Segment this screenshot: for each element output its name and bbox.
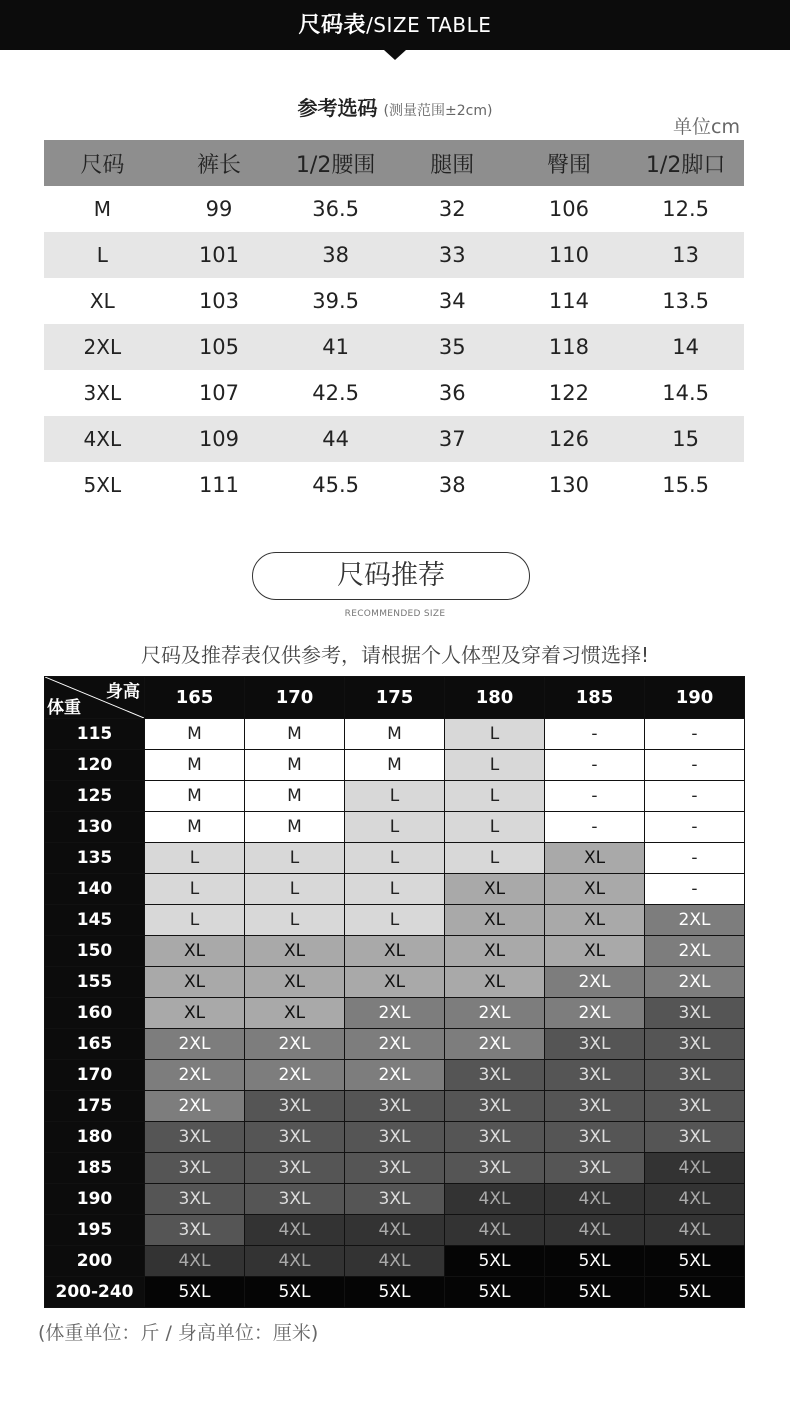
recommended-size-cell: -: [645, 843, 745, 874]
recommendation-body: [45, 719, 745, 1308]
recommended-size-cell: 2XL: [445, 998, 545, 1029]
recommended-size-cell: L: [145, 843, 245, 874]
height-header-cell: 170: [245, 677, 345, 719]
recommendation-row: [45, 781, 745, 812]
size-value-cell: 33: [394, 232, 511, 278]
recommended-size-cell: 5XL: [645, 1277, 745, 1308]
recommendation-row: [45, 1215, 745, 1246]
size-table-row: [44, 370, 744, 416]
weight-header-cell: 155: [45, 967, 145, 998]
recommended-size-cell: L: [345, 843, 445, 874]
recommended-size-cell: 2XL: [145, 1029, 245, 1060]
reference-title-text: 参考选码: [297, 96, 378, 120]
recommendation-row: [45, 1029, 745, 1060]
recommended-size-cell: 4XL: [445, 1184, 545, 1215]
recommended-size-cell: M: [145, 812, 245, 843]
size-value-cell: 111: [198, 473, 240, 497]
recommended-size-cell: 4XL: [645, 1184, 745, 1215]
recommended-size-cell: 2XL: [345, 1029, 445, 1060]
recommended-size-cell: XL: [145, 967, 245, 998]
size-column-header: 1/2腰围: [277, 140, 394, 186]
recommended-size-cell: 2XL: [645, 936, 745, 967]
recommended-size-cell: 2XL: [645, 905, 745, 936]
size-value-cell: 106: [548, 197, 589, 221]
recommended-size-cell: 3XL: [345, 1153, 445, 1184]
recommended-size-cell: -: [645, 750, 745, 781]
recommended-size-cell: 5XL: [545, 1277, 645, 1308]
size-value-cell: 37: [394, 416, 511, 462]
recommended-size-cell: XL: [145, 998, 245, 1029]
recommended-size-cell: L: [245, 874, 345, 905]
recommended-size-cell: 3XL: [645, 1122, 745, 1153]
recommended-size-cell: 3XL: [445, 1122, 545, 1153]
weight-header-cell: 145: [45, 905, 145, 936]
banner-title-cn: 尺码表: [298, 13, 367, 38]
recommended-size-cell: 3XL: [445, 1153, 545, 1184]
recommended-size-cell: M: [245, 781, 345, 812]
recommended-size-cell: 3XL: [545, 1029, 645, 1060]
recommended-size-cell: 2XL: [145, 1060, 245, 1091]
size-label-cell: 2XL: [44, 324, 161, 370]
recommended-size-cell: 4XL: [145, 1246, 245, 1277]
recommended-size-cell: 4XL: [245, 1246, 345, 1277]
size-value-cell: 110: [511, 232, 628, 278]
size-value-cell: 122: [548, 381, 589, 405]
recommended-size-cell: XL: [445, 905, 545, 936]
recommended-size-cell: L: [345, 874, 445, 905]
weight-header-cell: 165: [45, 1029, 145, 1060]
recommended-size-cell: 3XL: [245, 1122, 345, 1153]
recommended-size-cell: XL: [545, 874, 645, 905]
recommended-size-cell: L: [145, 905, 245, 936]
recommendation-header: [45, 677, 745, 719]
size-value-cell: 42.5: [312, 381, 360, 405]
recommended-size-cell: 3XL: [545, 1091, 645, 1122]
size-value-cell: 13: [627, 232, 744, 278]
recommended-size-cell: L: [445, 719, 545, 750]
size-table: [44, 140, 744, 508]
weight-header-cell: 130: [45, 812, 145, 843]
recommendation-table: [44, 676, 745, 1308]
recommended-size-cell: M: [245, 812, 345, 843]
height-header-cell: 185: [545, 677, 645, 719]
weight-header-cell: 190: [45, 1184, 145, 1215]
size-value-cell: 107: [198, 381, 240, 405]
recommended-size-cell: M: [345, 719, 445, 750]
recommended-size-cell: XL: [445, 967, 545, 998]
recommended-size-cell: 3XL: [145, 1153, 245, 1184]
recommendation-row: [45, 998, 745, 1029]
recommended-size-cell: 3XL: [645, 1060, 745, 1091]
weight-header-cell: 180: [45, 1122, 145, 1153]
weight-header-cell: 140: [45, 874, 145, 905]
recommended-size-cell: 2XL: [445, 1029, 545, 1060]
recommended-size-cell: -: [645, 781, 745, 812]
recommendation-row: [45, 1060, 745, 1091]
recommended-size-cell: L: [445, 781, 545, 812]
recommended-size-cell: M: [145, 781, 245, 812]
recommended-size-cell: 4XL: [345, 1246, 445, 1277]
corner-cell: [45, 677, 145, 719]
recommended-size-cell: M: [345, 750, 445, 781]
size-table-header: [44, 140, 744, 186]
banner-title-en: /SIZE TABLE: [366, 13, 492, 37]
recommendation-subtitle: RECOMMENDED SIZE: [344, 609, 446, 619]
size-value-cell: 99: [205, 197, 233, 221]
recommended-size-cell: 5XL: [445, 1246, 545, 1277]
recommended-size-cell: 2XL: [545, 967, 645, 998]
size-column-header: 腿围: [394, 140, 511, 186]
recommended-size-cell: M: [245, 719, 345, 750]
recommended-size-cell: 3XL: [145, 1122, 245, 1153]
size-table-row: [44, 324, 744, 370]
recommended-size-cell: -: [645, 874, 745, 905]
recommended-size-cell: 3XL: [545, 1153, 645, 1184]
size-value-cell: 114: [548, 289, 589, 313]
size-value-cell: 15.5: [662, 473, 710, 497]
header-banner: [0, 0, 790, 50]
size-value-cell: 12.5: [662, 197, 710, 221]
size-label-cell: XL: [89, 289, 115, 313]
size-value-cell: 38: [277, 232, 394, 278]
recommended-size-cell: 3XL: [145, 1184, 245, 1215]
size-label-cell: 3XL: [83, 381, 122, 405]
recommended-size-cell: 4XL: [345, 1215, 445, 1246]
recommended-size-cell: 2XL: [245, 1060, 345, 1091]
recommended-size-cell: 3XL: [145, 1215, 245, 1246]
recommended-size-cell: XL: [545, 936, 645, 967]
corner-weight-label: 体重: [47, 698, 81, 718]
size-value-cell: 41: [277, 324, 394, 370]
recommended-size-cell: M: [145, 719, 245, 750]
recommendation-row: [45, 750, 745, 781]
recommended-size-cell: -: [645, 812, 745, 843]
weight-header-cell: 175: [45, 1091, 145, 1122]
recommended-size-cell: 4XL: [445, 1215, 545, 1246]
weight-header-cell: 125: [45, 781, 145, 812]
recommended-size-cell: 2XL: [545, 998, 645, 1029]
recommended-size-cell: M: [145, 750, 245, 781]
recommendation-row: [45, 1246, 745, 1277]
weight-header-cell: 170: [45, 1060, 145, 1091]
recommended-size-cell: 3XL: [545, 1122, 645, 1153]
recommended-size-cell: L: [145, 874, 245, 905]
height-header-cell: 190: [645, 677, 745, 719]
size-value-cell: 35: [394, 324, 511, 370]
recommended-size-cell: 5XL: [245, 1277, 345, 1308]
recommended-size-cell: XL: [245, 967, 345, 998]
recommended-size-cell: XL: [245, 936, 345, 967]
size-value-cell: 109: [161, 416, 278, 462]
reference-note: (测量范围±2cm): [383, 103, 493, 119]
banner-notch-arrow: [384, 50, 406, 60]
size-label-cell: 5XL: [83, 473, 122, 497]
recommended-size-cell: 3XL: [345, 1122, 445, 1153]
size-value-cell: 39.5: [312, 289, 360, 313]
weight-header-cell: 200-240: [45, 1277, 145, 1308]
size-value-cell: 36: [438, 381, 466, 405]
recommended-size-cell: 3XL: [345, 1091, 445, 1122]
recommendation-row: [45, 874, 745, 905]
recommended-size-cell: 4XL: [545, 1184, 645, 1215]
recommended-size-cell: 3XL: [245, 1153, 345, 1184]
unit-label: 单位cm: [673, 116, 740, 138]
size-column-header: 臀围: [511, 140, 628, 186]
recommended-size-cell: 5XL: [645, 1246, 745, 1277]
size-value-cell: 103: [198, 289, 240, 313]
weight-header-cell: 115: [45, 719, 145, 750]
size-value-cell: 105: [161, 324, 278, 370]
recommended-size-cell: 3XL: [645, 1029, 745, 1060]
recommended-size-cell: 5XL: [545, 1246, 645, 1277]
size-table-row: [44, 232, 744, 278]
weight-header-cell: 150: [45, 936, 145, 967]
size-value-cell: 101: [161, 232, 278, 278]
recommendation-title: 尺码推荐: [252, 552, 530, 600]
recommended-size-cell: 3XL: [645, 1091, 745, 1122]
weight-header-cell: 120: [45, 750, 145, 781]
recommended-size-cell: L: [345, 812, 445, 843]
recommended-size-cell: 4XL: [545, 1215, 645, 1246]
recommended-size-cell: L: [445, 750, 545, 781]
size-value-cell: 36.5: [312, 197, 360, 221]
recommended-size-cell: 3XL: [645, 998, 745, 1029]
size-value-cell: 126: [511, 416, 628, 462]
recommended-size-cell: L: [445, 843, 545, 874]
size-value-cell: 14.5: [662, 381, 710, 405]
height-header-cell: 165: [145, 677, 245, 719]
recommended-size-cell: M: [245, 750, 345, 781]
recommended-size-cell: XL: [545, 843, 645, 874]
recommended-size-cell: XL: [445, 936, 545, 967]
recommended-size-cell: 2XL: [345, 1060, 445, 1091]
unit-footnote: (体重单位：斤 / 身高单位：厘米): [38, 1322, 319, 1344]
height-header-cell: 180: [445, 677, 545, 719]
size-value-cell: 13.5: [662, 289, 710, 313]
recommended-size-cell: 3XL: [545, 1060, 645, 1091]
recommendation-row: [45, 967, 745, 998]
recommended-size-cell: 4XL: [245, 1215, 345, 1246]
size-label-cell: L: [44, 232, 161, 278]
size-table-body: [44, 186, 744, 508]
size-value-cell: 118: [511, 324, 628, 370]
size-value-cell: 45.5: [312, 473, 360, 497]
recommended-size-cell: 2XL: [245, 1029, 345, 1060]
corner-height-label: 身高: [106, 682, 140, 702]
reference-title: [0, 92, 790, 121]
recommended-size-cell: 4XL: [645, 1153, 745, 1184]
recommended-size-cell: -: [545, 781, 645, 812]
weight-header-cell: 200: [45, 1246, 145, 1277]
recommended-size-cell: 5XL: [445, 1277, 545, 1308]
recommended-size-cell: 3XL: [445, 1060, 545, 1091]
height-header-cell: 175: [345, 677, 445, 719]
recommended-size-cell: 5XL: [145, 1277, 245, 1308]
weight-header-cell: 195: [45, 1215, 145, 1246]
recommended-size-cell: 3XL: [245, 1091, 345, 1122]
recommended-size-cell: XL: [345, 967, 445, 998]
size-table-row: [44, 278, 744, 324]
size-value-cell: 14: [627, 324, 744, 370]
recommended-size-cell: L: [245, 905, 345, 936]
recommended-size-cell: L: [445, 812, 545, 843]
recommended-size-cell: L: [345, 781, 445, 812]
recommended-size-cell: 2XL: [645, 967, 745, 998]
recommendation-row: [45, 936, 745, 967]
weight-header-cell: 135: [45, 843, 145, 874]
size-value-cell: 34: [438, 289, 466, 313]
recommended-size-cell: -: [545, 719, 645, 750]
recommended-size-cell: 5XL: [345, 1277, 445, 1308]
size-table-row: [44, 186, 744, 232]
recommended-size-cell: L: [245, 843, 345, 874]
recommended-size-cell: -: [545, 812, 645, 843]
recommended-size-cell: -: [645, 719, 745, 750]
weight-header-cell: 185: [45, 1153, 145, 1184]
recommended-size-cell: XL: [445, 874, 545, 905]
recommended-size-cell: 3XL: [245, 1184, 345, 1215]
weight-header-cell: 160: [45, 998, 145, 1029]
recommendation-row: [45, 812, 745, 843]
recommended-size-cell: 3XL: [445, 1091, 545, 1122]
recommended-size-cell: 4XL: [645, 1215, 745, 1246]
size-value-cell: 44: [277, 416, 394, 462]
recommended-size-cell: XL: [345, 936, 445, 967]
size-table-row: [44, 462, 744, 508]
size-column-header: 尺码: [44, 140, 161, 186]
size-value-cell: 38: [438, 473, 466, 497]
recommended-size-cell: XL: [245, 998, 345, 1029]
size-value-cell: 15: [627, 416, 744, 462]
recommendation-row: [45, 905, 745, 936]
recommendation-note: 尺码及推荐表仅供参考，请根据个人体型及穿着习惯选择!: [140, 643, 650, 667]
size-column-header: 裤长: [161, 140, 278, 186]
size-value-cell: 32: [438, 197, 466, 221]
recommendation-row: [45, 1184, 745, 1215]
recommended-size-cell: 2XL: [145, 1091, 245, 1122]
recommended-size-cell: XL: [545, 905, 645, 936]
size-label-cell: 4XL: [44, 416, 161, 462]
recommendation-row: [45, 1091, 745, 1122]
recommended-size-cell: 2XL: [345, 998, 445, 1029]
size-table-row: [44, 416, 744, 462]
recommended-size-cell: -: [545, 750, 645, 781]
recommendation-row: [45, 843, 745, 874]
size-value-cell: 130: [548, 473, 589, 497]
recommended-size-cell: XL: [145, 936, 245, 967]
recommended-size-cell: 3XL: [345, 1184, 445, 1215]
recommendation-row: [45, 719, 745, 750]
recommendation-row: [45, 1122, 745, 1153]
recommended-size-cell: L: [345, 905, 445, 936]
size-column-header: 1/2脚口: [627, 140, 744, 186]
recommendation-row: [45, 1277, 745, 1308]
recommendation-row: [45, 1153, 745, 1184]
banner-title: [0, 0, 790, 51]
size-label-cell: M: [93, 197, 111, 221]
